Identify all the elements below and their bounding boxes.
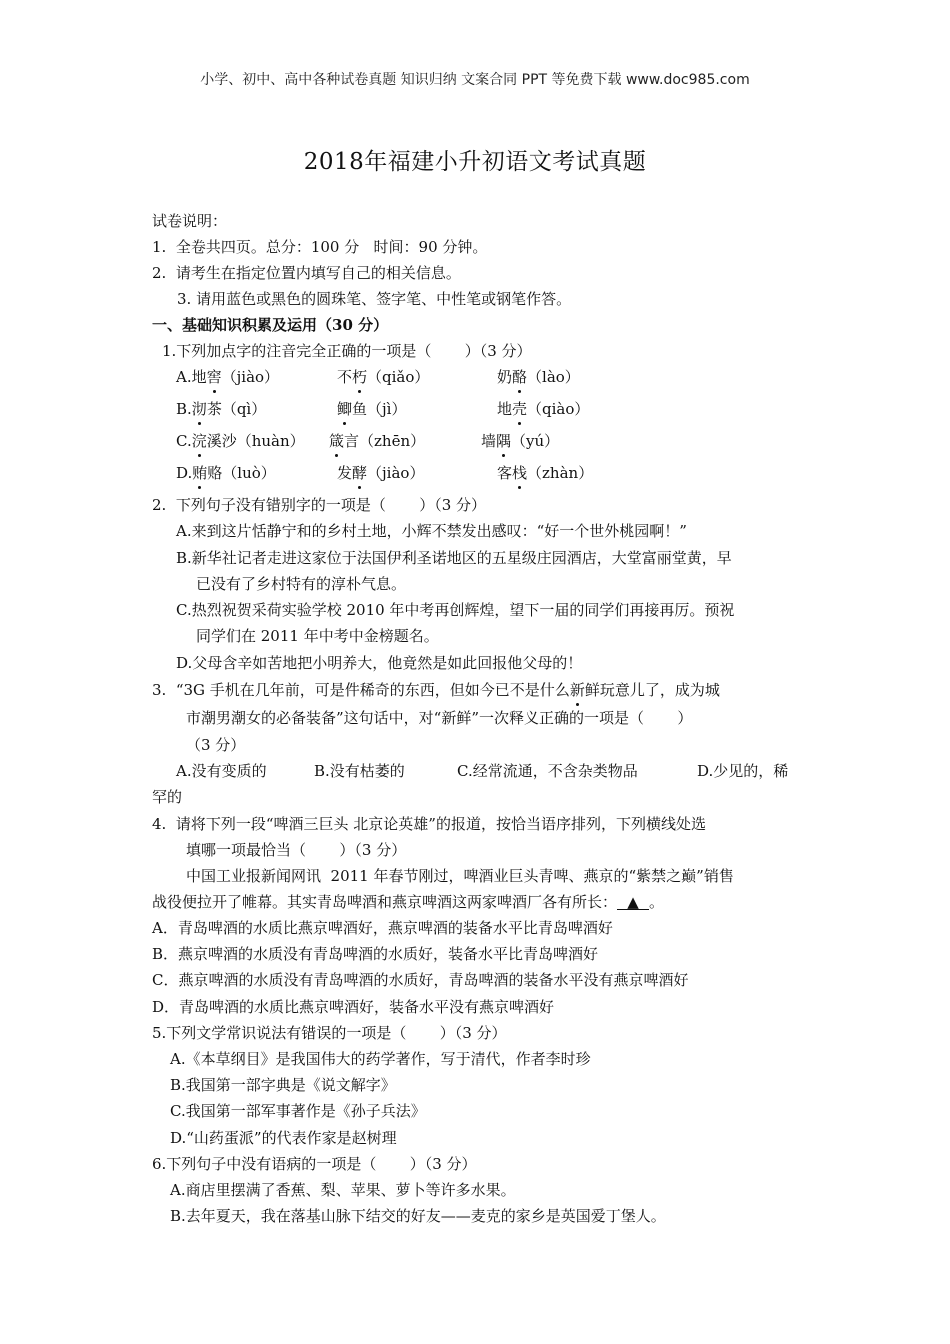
q2-option-c: C.热烈祝贺采荷实验学校 2010 年中考再创辉煌，望下一届的同学们再接再厉。预祝 <box>176 601 735 619</box>
q1-option-c-item3: 墙隅（yú） <box>481 432 560 450</box>
page-header: 小学、初中、高中各种试卷真题 知识归纳 文案合同 PPT 等免费下载 www.doc985.com <box>200 72 750 88</box>
emphasis-char: 鲫 <box>337 400 353 418</box>
emphasis-char: 沏 <box>191 400 207 418</box>
q4-option-b: B．燕京啤酒的水质没有青岛啤酒的水质好，装备水平比青岛啤酒好 <box>152 945 599 963</box>
instruction-item: 1. 全卷共四页。总分：100 分 时间：90 分钟。 <box>152 238 488 256</box>
emphasis-char: 箴 <box>329 432 345 450</box>
q1-option-d-item3: 客栈（zhàn） <box>497 464 594 482</box>
instruction-item: 2. 请考生在指定位置内填写自己的相关信息。 <box>152 264 461 282</box>
emphasis-char: 酪 <box>512 368 528 386</box>
question-1-stem: 1.下列加点字的注音完全正确的一项是（ ）（3 分） <box>162 342 532 360</box>
q6-option-a: A.商店里摆满了香蕉、梨、苹果、萝卜等许多水果。 <box>170 1181 516 1199</box>
q3-option-c: C.经常流通，不含杂类物品 <box>457 762 638 780</box>
question-5-stem: 5.下列文学常识说法有错误的一项是（ ）（3 分） <box>152 1024 507 1042</box>
q4-option-c: C．燕京啤酒的水质没有青岛啤酒的水质好，青岛啤酒的装备水平没有燕京啤酒好 <box>152 971 689 989</box>
q3-option-a: A.没有变质的 <box>176 762 267 780</box>
q5-option-a: A.《本草纲目》是我国伟大的药学著作，写于清代，作者李时珍 <box>170 1050 591 1068</box>
emphasis-char: 隅 <box>496 432 512 450</box>
q4-option-a: A．青岛啤酒的水质比燕京啤酒好，燕京啤酒的装备水平比青岛啤酒好 <box>152 919 613 937</box>
q2-option-a: A.来到这片恬静宁和的乡村土地，小辉不禁发出感叹：“好一个世外桃园啊！” <box>176 522 687 540</box>
q4-passage-cont: 战役便拉开了帷幕。其实青岛啤酒和燕京啤酒这两家啤酒厂各有所长： ▲ 。 <box>152 893 665 911</box>
q2-option-d: D.父母含辛如苦地把小明养大，他竟然是如此回报他父母的！ <box>176 654 583 672</box>
q3-option-b: B.没有枯萎的 <box>314 762 405 780</box>
emphasis-char: 壳 <box>512 400 528 418</box>
q1-option-a-item3: 奶酪（lào） <box>497 368 580 386</box>
question-2-stem: 2. 下列句子没有错别字的一项是（ ）（3 分） <box>152 496 487 514</box>
q1-option-d: D.贿赂（luò） <box>176 464 276 482</box>
q4-passage: 中国工业报新闻网讯 2011 年春节刚过，啤酒业巨头青啤、燕京的“紫禁之巅”销售 <box>186 867 734 885</box>
q5-option-b: B.我国第一部字典是《说文解字》 <box>170 1076 396 1094</box>
question-4-stem: 4. 请将下列一段“啤酒三巨头 北京论英雄”的报道，按恰当语序排列，下列横线处选 <box>152 815 706 833</box>
question-4-stem-cont: 填哪一项最恰当（ ）（3 分） <box>186 841 407 859</box>
emphasis-char: 窖 <box>206 368 222 386</box>
q6-option-b: B.去年夏天，我在落基山脉下结交的好友——麦克的家乡是英国爱丁堡人。 <box>170 1207 666 1225</box>
emphasis-char: 新 <box>569 681 585 699</box>
q1-option-d-item2: 发酵（jiào） <box>337 464 425 482</box>
emphasis-char: 贿 <box>192 464 208 482</box>
page-title: 2018年福建小升初语文考试真题 <box>303 149 647 175</box>
answer-blank: ▲ <box>617 895 649 910</box>
q1-option-c: C.浣溪沙（huàn） <box>176 432 305 450</box>
q2-option-c-cont: 同学们在 2011 年中考中金榜题名。 <box>196 627 439 645</box>
q1-option-a-item2: 不朽（qiǎo） <box>337 368 430 386</box>
q2-option-b-cont: 已没有了乡村特有的淳朴气息。 <box>196 575 407 593</box>
emphasis-char: 朽 <box>352 368 368 386</box>
section-heading: 一、基础知识积累及运用（30 分） <box>152 316 389 334</box>
question-6-stem: 6.下列句子中没有语病的一项是（ ）（3 分） <box>152 1155 477 1173</box>
q3-option-d: D.少见的，稀 <box>697 762 789 780</box>
q1-option-a: A.地窖（jiào） <box>176 368 280 386</box>
emphasis-char: 酵 <box>352 464 368 482</box>
q1-option-b: B.沏茶（qì） <box>176 400 267 418</box>
q1-option-b-item2: 鲫鱼（jì） <box>337 400 407 418</box>
q4-option-d: D．青岛啤酒的水质比燕京啤酒好，装备水平没有燕京啤酒好 <box>152 998 555 1016</box>
emphasis-char: 栈 <box>512 464 528 482</box>
q2-option-b: B.新华社记者走进这家位于法国伊利圣诺地区的五星级庄园酒店，大堂富丽堂黄，早 <box>176 549 732 567</box>
question-3-stem: 3. “3G 手机在几年前，可是件稀奇的东西，但如今已不是什么新鲜玩意儿了，成为城 <box>152 681 720 699</box>
instruction-item: 3. 请用蓝色或黑色的圆珠笔、签字笔、中性笔或钢笔作答。 <box>177 290 572 308</box>
q3-option-d-cont: 罕的 <box>152 788 183 806</box>
instructions-heading: 试卷说明： <box>152 212 228 230</box>
emphasis-char: 浣 <box>191 432 207 450</box>
question-3-score: （3 分） <box>186 736 246 754</box>
q1-option-b-item3: 地壳（qiào） <box>497 400 590 418</box>
q5-option-c: C.我国第一部军事著作是《孙子兵法》 <box>170 1102 426 1120</box>
q5-option-d: D.“山药蛋派”的代表作家是赵树理 <box>170 1129 397 1147</box>
q1-option-c-item2: 箴言（zhēn） <box>329 432 426 450</box>
question-3-stem-cont: 市潮男潮女的必备装备”这句话中，对“新鲜”一次释义正确的一项是（ ） <box>186 709 693 727</box>
